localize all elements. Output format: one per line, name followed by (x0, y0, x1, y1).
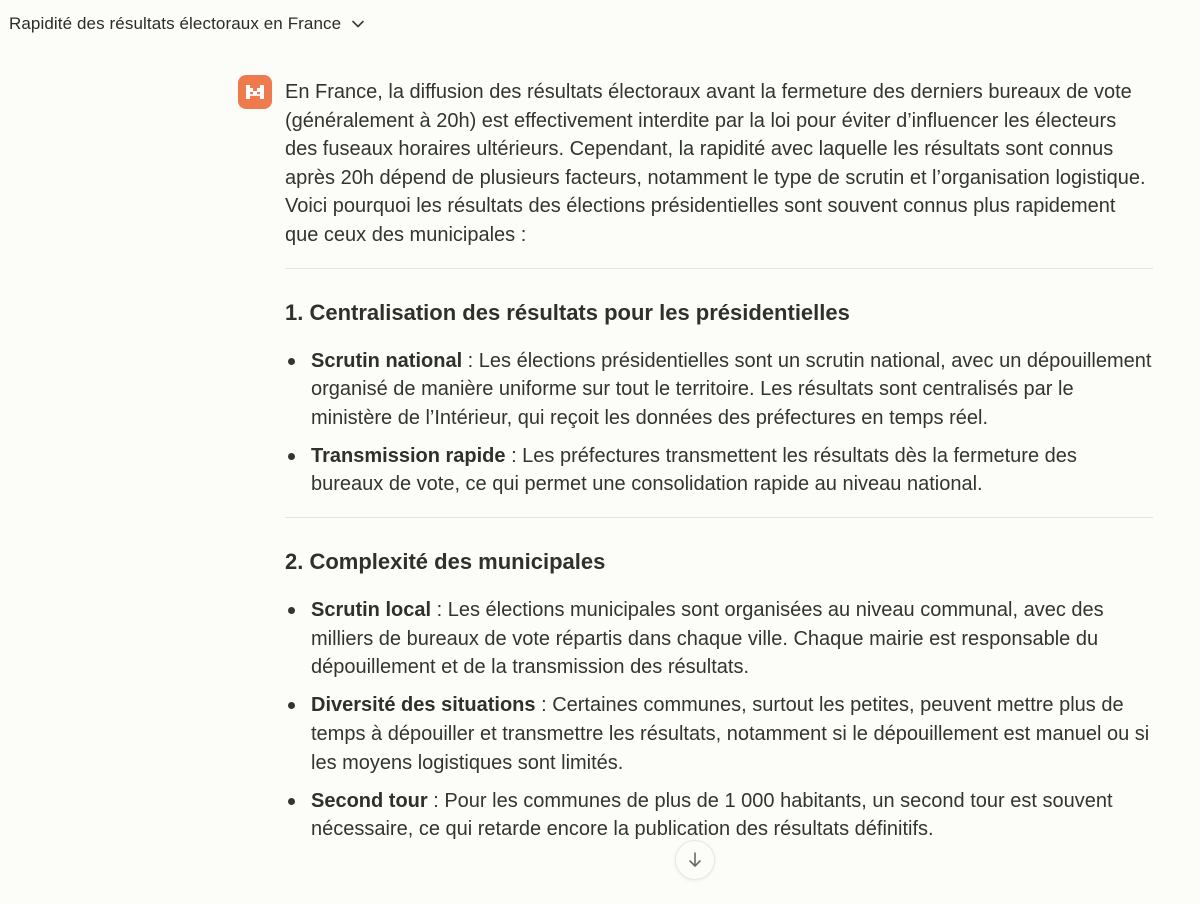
list-item (285, 691, 1153, 777)
list-item-text: : Les élections municipales sont organisées au niveau communal, avec des milliers de bureaux de vote répartis dans chaque ville. Chaque mairie est responsable du dépouillement et de la transmission des résultats. (311, 599, 1104, 679)
conversation-title: Rapidité des résultats électoraux en France (9, 14, 342, 33)
list-item-text: : Pour les communes de plus de 1 000 habitants, un second tour est souvent nécessaire, ce qui retarde encore la publication des résultats définitifs. (311, 789, 1113, 841)
list-item-term: Scrutin local (311, 599, 432, 622)
section-2-list (285, 596, 1153, 844)
bullet (288, 702, 295, 709)
list-item-term: Transmission rapide (311, 444, 506, 467)
arrow-down-icon (688, 852, 702, 868)
list-item-term: Diversité des situations (311, 694, 536, 717)
section-heading-1: 1. Centralisation des résultats pour les présidentielles (285, 299, 850, 325)
bullet (288, 358, 295, 365)
section-1-list (285, 347, 1153, 499)
chevron-down-icon (351, 17, 365, 31)
divider (285, 517, 1153, 518)
section-heading-2: 2. Complexité des municipales (285, 549, 606, 575)
list-item-text: : Certaines communes, surtout les petites, peuvent mettre plus de temps à dépouiller et transmettre les résultats, notamment si le dépouillement est manuel ou si les moyens logistiques sont limités. (311, 694, 1150, 774)
mistral-logo-icon (238, 75, 272, 109)
list-item (285, 596, 1153, 682)
intro-paragraph: En France, la diffusion des résultats électoraux avant la fermeture des derniers bureaux de vote (généralement à 20h) est effectivement interdite par la loi pour éviter d’influencer les électeurs des fuseaux horaires ultérieurs. Cependant, la rapidité avec laquelle les résultats sont connus après 20h dépend de plusieurs facteurs, notamment le type de scrutin et l’organisation logistique. Voici pourquoi les résultats des élections présidentielles sont souvent connus plus rapidement que ceux des municipales : (285, 81, 1146, 246)
divider (285, 268, 1153, 269)
list-item (285, 442, 1153, 499)
list-item-term: Scrutin national (311, 349, 463, 372)
list-item-text: : Les préfectures transmettent les résultats dès la fermeture des bureaux de vote, ce qui permet une consolidation rapide au niveau national. (311, 444, 1077, 496)
list-item (285, 787, 1153, 844)
message-content (285, 74, 1153, 844)
list-item-text: : Les élections présidentielles sont un scrutin national, avec un dépouillement organisé de manière uniforme sur tout le territoire. Les résultats sont centralisés par le ministère de l’Intérieur, qui reçoit les données des préfectures en temps réel. (311, 349, 1152, 429)
list-item-term: Second tour (311, 789, 428, 812)
scroll-to-bottom-button[interactable] (675, 840, 715, 880)
bullet (288, 607, 295, 614)
bullet (288, 798, 295, 805)
conversation-title-dropdown[interactable] (9, 10, 365, 38)
bullet (288, 453, 295, 460)
list-item (285, 347, 1153, 433)
